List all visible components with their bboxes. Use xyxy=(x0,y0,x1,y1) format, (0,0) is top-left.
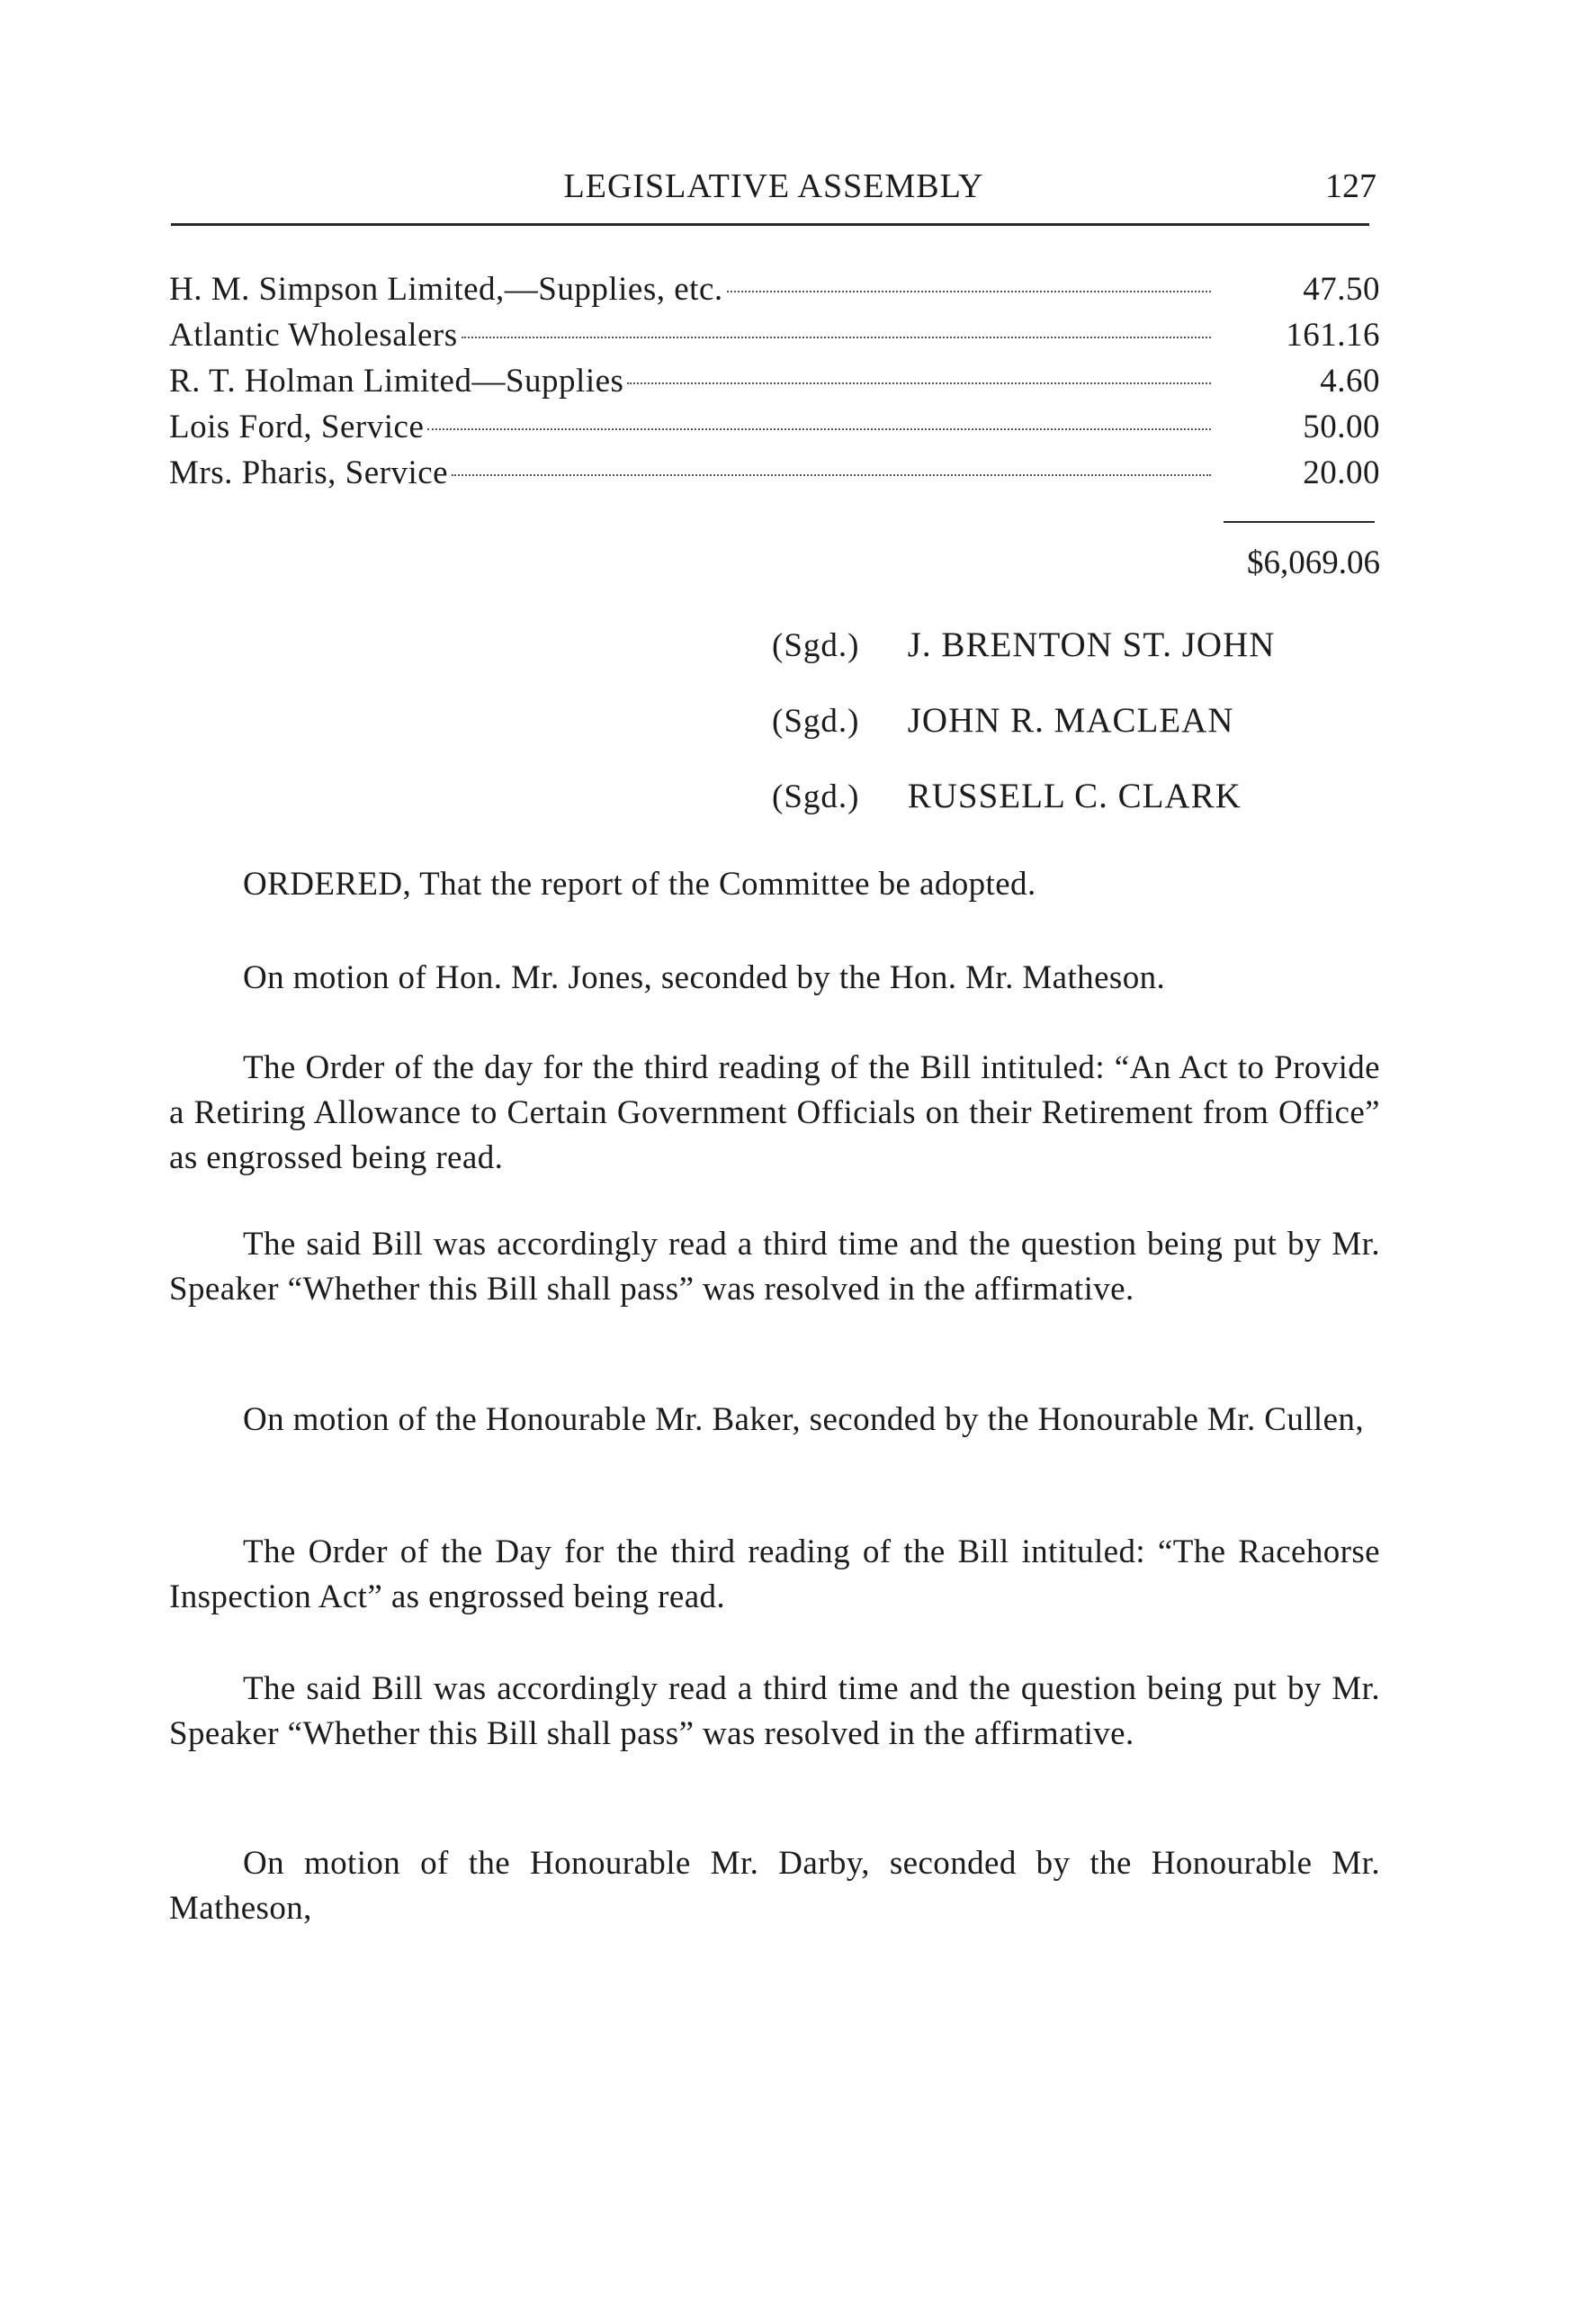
expense-ledger xyxy=(169,270,1380,499)
signed-prefix: (Sgd.) xyxy=(772,627,860,664)
signature-block xyxy=(772,625,1384,851)
signatory-name: J. BRENTON ST. JOHN xyxy=(907,625,1276,664)
paragraph xyxy=(169,1667,1380,1757)
ledger-row xyxy=(169,362,1380,408)
running-title: LEGISLATIVE ASSEMBLY xyxy=(563,167,984,205)
paragraph-text: The Order of the day for the third reading of the Bill intituled: “An Act to Provide a Retiring Allowance to Certain Government Officials on their Retirement from Office” as engrossed being read. xyxy=(169,1049,1380,1176)
paragraph xyxy=(169,1530,1380,1620)
paragraph xyxy=(169,1841,1380,1931)
payee-name: Mrs. Pharis, Service xyxy=(169,454,449,491)
signatory-name: JOHN R. MACLEAN xyxy=(907,701,1234,740)
ledger-row xyxy=(169,316,1380,362)
dot-leader xyxy=(727,291,1211,292)
dot-leader xyxy=(427,428,1211,430)
signatory-name: RUSSELL C. CLARK xyxy=(907,777,1242,815)
signed-prefix: (Sgd.) xyxy=(772,703,860,740)
ledger-row xyxy=(169,408,1380,454)
paragraph-text: On motion of Hon. Mr. Jones, seconded by the Hon. Mr. Matheson. xyxy=(243,959,1166,996)
paragraph xyxy=(169,1222,1380,1312)
payee-name: R. T. Holman Limited—Supplies xyxy=(169,363,624,400)
paragraph-text: The said Bill was accordingly read a third time and the question being put by Mr. Speaker “Whether this Bill shall pass” was resolved in the affirmative. xyxy=(169,1670,1380,1752)
payee-name: Atlantic Wholesalers xyxy=(169,317,458,354)
amount: 4.60 xyxy=(1320,363,1380,400)
amount: 20.00 xyxy=(1303,454,1380,491)
payee-name: Lois Ford, Service xyxy=(169,409,425,445)
amount: 50.00 xyxy=(1303,409,1380,445)
paragraph-text: The said Bill was accordingly read a third time and the question being put by Mr. Speaker “Whether this Bill shall pass” was resolved in the affirmative. xyxy=(169,1226,1380,1308)
dot-leader xyxy=(452,474,1211,476)
dot-leader xyxy=(462,337,1211,338)
paragraph-text: On motion of the Honourable Mr. Darby, seconded by the Honourable Mr. Matheson, xyxy=(169,1845,1380,1927)
paragraph xyxy=(169,956,1380,1001)
paragraph-text: ORDERED, That the report of the Committee be adopted. xyxy=(243,866,1036,903)
dot-leader xyxy=(627,382,1211,384)
page-header xyxy=(171,166,1376,217)
signature-line xyxy=(772,700,1384,776)
header-rule xyxy=(171,223,1369,226)
page-number: 127 xyxy=(1325,167,1376,205)
total-rule xyxy=(1224,521,1375,523)
paragraph xyxy=(169,1046,1380,1181)
ledger-row xyxy=(169,454,1380,499)
paragraph-text: On motion of the Honourable Mr. Baker, seconded by the Honourable Mr. Cullen, xyxy=(243,1401,1364,1438)
paragraph-text: The Order of the Day for the third reading of the Bill intituled: “The Racehorse Inspection Act” as engrossed being read. xyxy=(169,1533,1380,1615)
ledger-row xyxy=(169,270,1380,316)
amount: 161.16 xyxy=(1286,317,1380,354)
signed-prefix: (Sgd.) xyxy=(772,778,860,815)
signature-line xyxy=(772,776,1384,851)
signature-line xyxy=(772,625,1384,700)
payee-name: H. M. Simpson Limited,—Supplies, etc. xyxy=(169,271,723,308)
amount: 47.50 xyxy=(1303,271,1380,308)
paragraph xyxy=(169,862,1380,907)
paragraph xyxy=(169,1398,1380,1443)
ledger-total: $6,069.06 xyxy=(1247,544,1380,581)
